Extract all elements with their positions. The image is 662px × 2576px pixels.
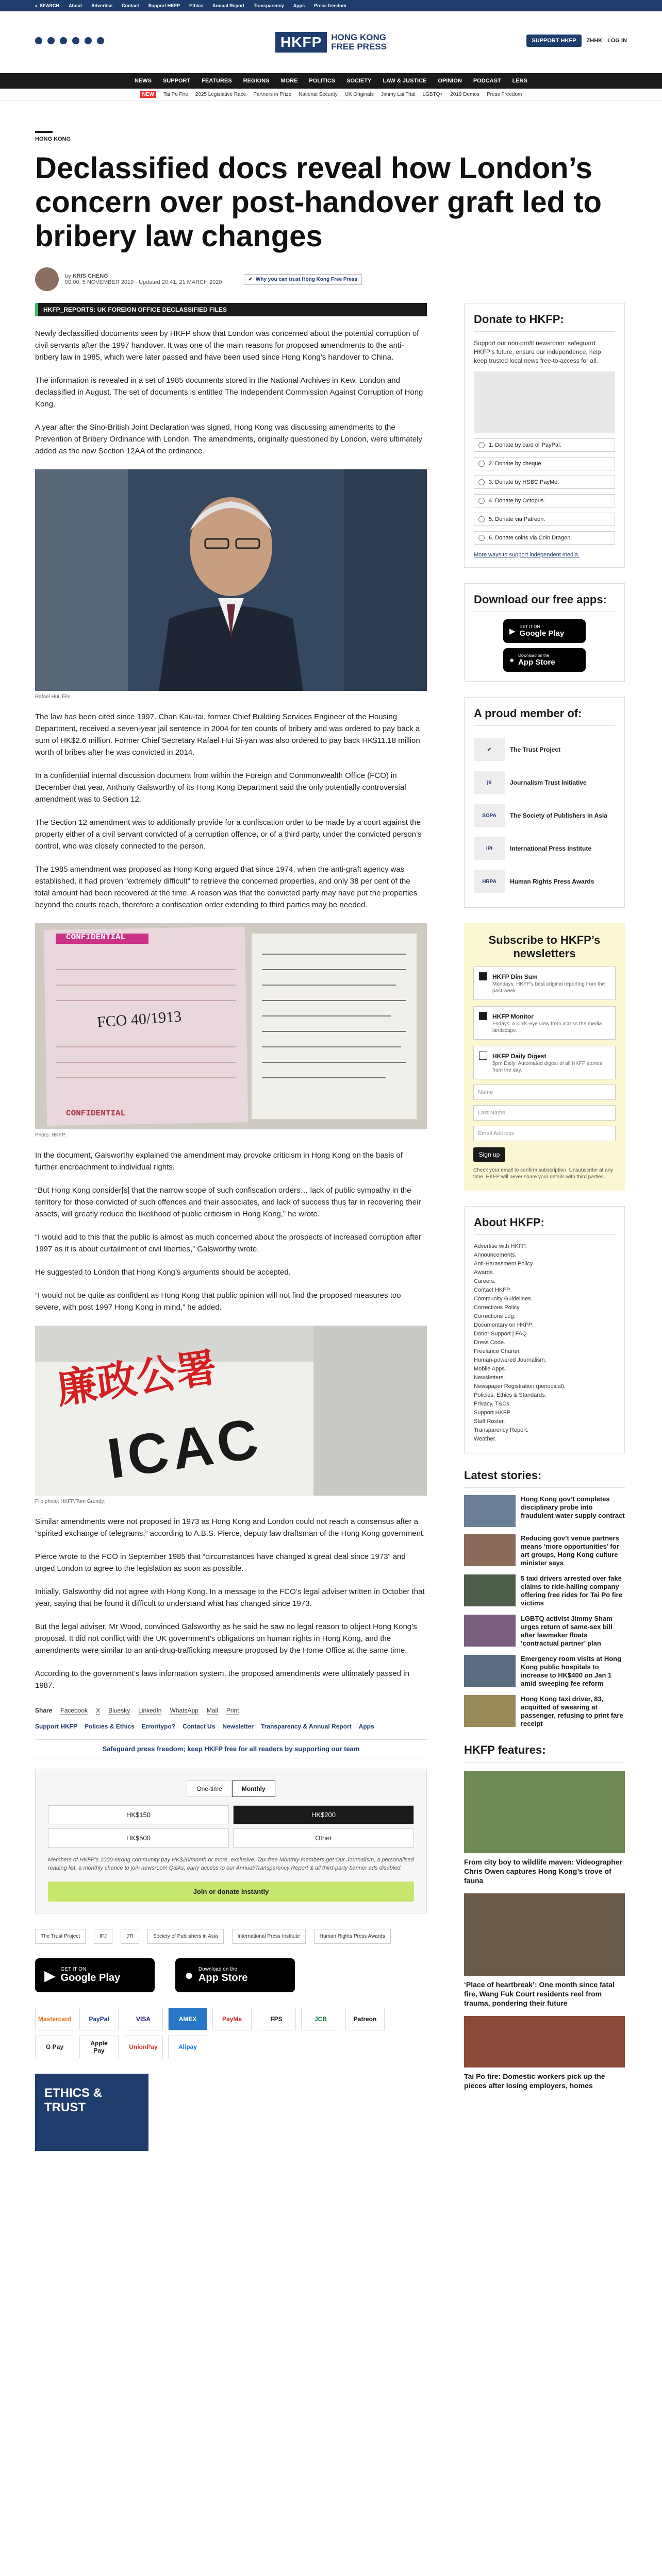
share-label: Share — [35, 1707, 53, 1714]
youtube-icon[interactable] — [72, 37, 79, 44]
checkbox-icon[interactable] — [479, 1012, 487, 1020]
payment-methods — [35, 2008, 427, 2058]
about-link[interactable]: Corrections Policy. — [474, 1304, 521, 1311]
partner-logo[interactable]: JTI — [121, 1929, 139, 1944]
monthly-option[interactable]: Monthly — [232, 1781, 275, 1797]
member-box — [464, 697, 625, 908]
about-link[interactable]: Documentary on HKFP. — [474, 1322, 533, 1328]
share-x[interactable]: X — [96, 1707, 101, 1714]
one-time-option[interactable]: One-time — [187, 1781, 231, 1797]
about-link[interactable]: Anti-Harassment Policy. — [474, 1261, 534, 1267]
member-logo[interactable]: HRPA Human Rights Press Awards — [474, 865, 615, 898]
story-thumbnail — [464, 1495, 516, 1527]
support-link[interactable]: Support HKFP — [148, 3, 180, 8]
donate-option[interactable]: 1. Donate by card or PayPal. — [474, 438, 615, 452]
amount-option[interactable]: HK$150 — [48, 1805, 229, 1824]
trust-project-icon: ✔ — [474, 738, 505, 761]
donate-option[interactable]: 2. Donate by cheque. — [474, 457, 615, 470]
trending-item[interactable]: National Security — [299, 92, 338, 97]
share-print[interactable]: Print — [226, 1707, 239, 1714]
error-link[interactable]: Error/typo? — [141, 1723, 176, 1730]
paragraph: “But Hong Kong consider[s] that the narrow scope of such confiscation orders… lack of public sympathy in the territory for those convicted of such offences and their associates, and lack of success thus far in recovering their assets, will greatly reduce the likelihood of public criticism in Hong Kong,” he wrote. — [35, 1186, 421, 1218]
radio-icon — [478, 535, 485, 541]
support-link[interactable]: Support HKFP — [35, 1723, 77, 1730]
play-icon: ▶ — [509, 627, 516, 636]
about-link[interactable]: Dress Code. — [474, 1340, 506, 1346]
new-badge: NEW — [140, 91, 156, 98]
trending-item[interactable]: Tai Po Fire — [163, 92, 188, 97]
transparency-link[interactable]: Transparency — [254, 3, 284, 8]
apple-icon: ● — [185, 1967, 193, 1983]
partner-logo[interactable]: Human Rights Press Awards — [314, 1929, 391, 1944]
story-item[interactable]: Emergency room visits at Hong Kong public hospitals to increase to HK$400 on Jan 1 amid sweeping fee reform — [464, 1655, 625, 1688]
last-name-field[interactable]: Last Name — [473, 1105, 616, 1121]
newsletter-option[interactable]: HKFP Dim Sum Mondays: HKFP’s best original reporting from the past week. — [473, 967, 616, 1000]
google-play-button[interactable]: ▶ GET IT ON Google Play — [503, 619, 586, 643]
about-link[interactable]: Policies, Ethics & Standards. — [474, 1392, 547, 1398]
about-link[interactable]: Newspaper Registration (periodical). — [474, 1383, 566, 1389]
nav-more[interactable]: MORE — [280, 78, 298, 84]
newsletter-link[interactable]: Newsletter — [222, 1723, 254, 1730]
paragraph: The 1985 amendment was proposed as Hong Kong argued that since 1974, when the anti-graft agency was established, it had proven “extremely difficult” to retrieve the concerned properties, and only 38 per cent of the total amount had been recovered at the time. A reason was that the convicted party may have put the properties beyond the courts reach, therefore a confiscation order extending to third parties may be needed. — [35, 865, 418, 909]
support-links — [35, 1723, 427, 1730]
about-link[interactable]: Newsletters. — [474, 1375, 505, 1381]
alipay-logo: Alipay — [168, 2036, 207, 2058]
search-icon: ⌕ — [35, 3, 38, 8]
feature-thumbnail — [464, 1771, 625, 1853]
nav-opinion[interactable]: OPINION — [438, 78, 462, 84]
amount-option[interactable]: HK$500 — [48, 1828, 229, 1848]
portrait-illustration — [35, 469, 427, 691]
email-field[interactable]: Email Address — [473, 1126, 616, 1141]
about-link[interactable]: Awards. — [474, 1269, 494, 1276]
mastercard-logo: Mastercard — [35, 2008, 74, 2030]
member-logo[interactable]: ✔ The Trust Project — [474, 733, 615, 766]
nav-support[interactable]: SUPPORT — [163, 78, 191, 84]
about-link[interactable]: Announcements. — [474, 1252, 517, 1258]
story-thumbnail — [464, 1534, 516, 1566]
confidential-stamp: CONFIDENTIAL — [66, 933, 126, 942]
linkedin-icon[interactable] — [85, 37, 92, 44]
file-folder-illustration — [35, 923, 427, 1129]
partner-logo[interactable]: Society of Publishers in Asia — [147, 1929, 224, 1944]
about-link[interactable]: Transparency Report. — [474, 1427, 528, 1433]
latest-stories — [464, 1469, 625, 1728]
newsletter-note: Check your email to confirm subscription. Unsubscribe at any time. HKFP will never share your details with third parties. — [473, 1167, 614, 1180]
newsletter-option[interactable]: HKFP Monitor Fridays: A birds-eye view from across the media landscape. — [473, 1006, 616, 1040]
story-item[interactable]: Hong Kong gov’t completes disciplinary probe into fraudulent water supply contract — [464, 1495, 625, 1527]
nav-politics[interactable]: POLITICS — [309, 78, 336, 84]
byline-text: by KRIS CHENG 00:00, 5 NOVEMBER 2019 · Updated 20:41, 21 MARCH 2020 — [65, 273, 222, 285]
nav-news[interactable]: NEWS — [135, 78, 152, 84]
unionpay-logo: UnionPay — [124, 2036, 163, 2058]
newsletter-box — [464, 923, 625, 1191]
about-link[interactable]: Human-powered Journalism. — [474, 1357, 547, 1363]
about-link[interactable]: Weather. — [474, 1436, 496, 1442]
trending-item[interactable]: Partners in Prize — [253, 92, 292, 97]
about-link[interactable]: Freelance Charter. — [474, 1348, 521, 1354]
features-heading: HKFP features: — [464, 1743, 625, 1762]
share-bluesky[interactable]: Bluesky — [108, 1707, 130, 1714]
signup-button[interactable]: Sign up — [473, 1147, 505, 1162]
google-play-button[interactable]: ▶ GET IT ON Google Play — [35, 1958, 155, 1992]
payme-logo: PayMe — [212, 2008, 252, 2030]
radio-icon — [478, 461, 485, 467]
latest-heading: Latest stories: — [464, 1469, 625, 1488]
about-box — [464, 1206, 625, 1453]
icac-english-sign: ICAC — [103, 1406, 266, 1491]
story-item[interactable]: LGBTQ activist Jimmy Sham urges return of same-sex bill after lawmaker floats ‘contractual partner’ plan — [464, 1615, 625, 1648]
paragraph: The Section 12 amendment was to additionally provide for a confiscation order to be made by a court against the property either of a civil servant convicted of a corruption offence, or of a third party, under the convicted person’s control, who was closely connected to the person. — [35, 818, 422, 851]
radio-icon — [478, 498, 485, 504]
applepay-logo: Apple Pay — [79, 2036, 119, 2058]
apps-link[interactable]: Apps — [293, 3, 305, 8]
story-item[interactable]: Hong Kong taxi driver, 83, acquitted of swearing at passenger, refusing to print fare receipt — [464, 1695, 625, 1728]
photo-caption: File photo: HKFP/Tom Grundy. — [35, 1499, 105, 1504]
nav-regions[interactable]: REGIONS — [243, 78, 270, 84]
paragraph: The information is revealed in a set of 1985 documents stored in the National Archives in Kew, London and declassified in August. The set of documents is entitled The Independent Commission Against Corruption of Hong Kong. — [35, 376, 423, 409]
about-link[interactable]: Advertise with HKFP. — [474, 1243, 527, 1249]
about-link[interactable]: Mobile Apps. — [474, 1366, 506, 1372]
utility-bar — [0, 0, 662, 11]
paragraph: According to the government’s laws information system, the proposed amendments were ultimately passed in 1987. — [35, 1669, 409, 1690]
about-link[interactable]: Community Guidelines. — [474, 1296, 533, 1302]
member-heading: A proud member of: — [474, 707, 615, 726]
login-link[interactable]: LOG IN — [607, 38, 627, 44]
story-item[interactable]: Reducing gov’t venue partners means ‘more opportunities’ for art groups, Hong Kong culture minister says — [464, 1534, 625, 1567]
paragraph: In the document, Galsworthy explained the amendment may provoke criticism in Hong Kong on the basis of further encroachment to individual rights. — [35, 1151, 403, 1172]
partner-logo[interactable]: IFJ — [94, 1929, 112, 1944]
article-title: Declassified docs reveal how London’s concern over post-handover graft led to bribery law changes — [35, 151, 602, 253]
trending-item[interactable]: Press Freedom — [486, 92, 522, 97]
app-store-button[interactable]: ● Download on the App Store — [503, 648, 586, 672]
story-item[interactable]: 5 taxi drivers arrested over fake claims to ride-hailing company offering free rides for Tai Po fire victims — [464, 1574, 625, 1607]
amount-option-other[interactable]: Other — [233, 1828, 414, 1848]
sidebar — [464, 303, 625, 2151]
ipi-icon: IPI — [474, 837, 505, 860]
radio-icon — [478, 479, 485, 485]
logo-mark: HKFP — [275, 32, 327, 53]
paragraph: “I would not be quite as confident as Hong Kong that public opinion will not find the proposed measures too severe, with post 1997 Hong Kong in mind,” he added. — [35, 1291, 401, 1312]
story-thumbnail — [464, 1615, 516, 1647]
about-link[interactable]: Donor Support | FAQ. — [474, 1331, 528, 1337]
about-link[interactable]: Privacy, T&Cs. — [474, 1401, 511, 1407]
feature-item[interactable]: ‘Place of heartbreak’: One month since fatal fire, Wang Fuk Court residents reel from trauma, pondering their future — [464, 1893, 625, 2008]
paragraph: A year after the Sino-British Joint Declaration was signed, Hong Kong was discussing amendments to the Prevention of Bribery Ordinance with London. The amendments, originally questioned by London, were ultimately added as the now Section 12AA of the ordinance. — [35, 423, 422, 455]
checkmark-icon: ✔ — [248, 276, 253, 282]
logo-text: HONG KONG FREE PRESS — [331, 32, 387, 52]
fps-logo: FPS — [257, 2008, 296, 2030]
about-links — [474, 1242, 615, 1444]
share-whatsapp[interactable]: WhatsApp — [170, 1707, 198, 1714]
partner-logo[interactable]: International Press Institute — [232, 1929, 306, 1944]
newsletter-heading: Subscribe to HKFP’s newsletters — [488, 934, 601, 960]
jcb-logo: JCB — [301, 2008, 340, 2030]
contact-link[interactable]: Contact — [122, 3, 139, 8]
paragraph: But the legal adviser, Mr Wood, convinced Galsworthy as he said he saw no legal reason to object Hong Kong’s proposal. It did not conflict with the UK government’s obligations on human rights in Hong Kong, and the amendments were similar to an anti-drug-trafficking measure proposed by the Home Office at the same time. — [35, 1622, 417, 1655]
main-nav — [0, 73, 662, 89]
annual-report-link[interactable]: Annual Report — [212, 3, 245, 8]
rafael-hui-photo — [35, 469, 427, 691]
donate-option[interactable]: 4. Donate by Octopus. — [474, 494, 615, 507]
paragraph: Pierce wrote to the FCO in September 1985 that “circumstances have changed a great deal since 1973” and urged London to agree to the legislation as soon as possible. — [35, 1552, 406, 1573]
trending-item[interactable]: Jimmy Lai Trial — [380, 92, 416, 97]
donate-image — [474, 371, 615, 433]
series-tag[interactable]: HKFP_REPORTS: UK FOREIGN OFFICE DECLASSIFIED FILES — [35, 303, 427, 316]
document-photo — [35, 923, 427, 1129]
feature-thumbnail — [464, 2016, 625, 2067]
visa-logo: VISA — [124, 2008, 163, 2030]
member-logo[interactable]: SOPA The Society of Publishers in Asia — [474, 799, 615, 832]
donate-option[interactable]: 3. Donate by HSBC PayMe. — [474, 476, 615, 489]
paragraph: “I would add to this that the public is almost as much concerned about the prospects of increased corruption after 1997 as it is about curtailment of civil liberties,” Galsworthy wrote. — [35, 1233, 421, 1253]
feature-item[interactable]: From city boy to wildlife maven: Videographer Chris Owen captures Hong Kong’s trove of fauna — [464, 1771, 625, 1885]
apps-link[interactable]: Apps — [358, 1723, 374, 1730]
icac-photo — [35, 1326, 427, 1496]
paypal-logo: PayPal — [79, 2008, 119, 2030]
author-name[interactable]: KRIS CHENG — [72, 273, 108, 279]
press-freedom-link[interactable]: Press freedom — [314, 3, 346, 8]
nav-society[interactable]: SOCIETY — [346, 78, 372, 84]
donate-option[interactable]: 5. Donate via Patreon. — [474, 513, 615, 526]
member-logo[interactable]: jti Journalism Trust Initiative — [474, 766, 615, 799]
icac-chinese-sign: 廉政公署 — [54, 1344, 220, 1412]
contact-link[interactable]: Contact Us — [183, 1723, 216, 1730]
sopa-icon: SOPA — [474, 804, 505, 827]
jti-icon: jti — [474, 771, 505, 794]
nav-podcast[interactable]: PODCAST — [473, 78, 501, 84]
author-avatar — [35, 267, 59, 291]
member-perks: Members of HKFP’s 1000-strong community pay HK$20/month or more, exclusive. Tax-free Monthly members get Our Journalism, a personalised reading list, a monthly chance to join newsroom Q&As, early access to our Annual/Transparency Report & all third-party banner ads disabled. — [48, 1857, 414, 1871]
amount-option-selected[interactable]: HK$200 — [233, 1805, 414, 1824]
story-thumbnail — [464, 1655, 516, 1687]
threads-icon[interactable] — [97, 37, 104, 44]
confidential-stamp-bottom: CONFIDENTIAL — [66, 1109, 126, 1118]
share-facebook[interactable]: Facebook — [60, 1707, 88, 1714]
checkbox-icon[interactable] — [479, 1052, 487, 1060]
member-logo[interactable]: IPI International Press Institute — [474, 832, 615, 865]
trust-link[interactable]: ✔ Why you can trust Hong Kong Free Press — [244, 274, 362, 285]
story-thumbnail — [464, 1574, 516, 1606]
trending-item[interactable]: 2025 Legislative Race — [195, 92, 246, 97]
article-dates: 00:00, 5 NOVEMBER 2019 · Updated 20:41, 21 MARCH 2020 — [65, 279, 222, 285]
more-ways-link[interactable]: More ways to support independent media. — [474, 552, 580, 558]
nav-lens[interactable]: LENS — [512, 78, 527, 84]
file-reference: FCO 40/1913 — [96, 1008, 183, 1031]
donate-blurb[interactable]: Support our non-profit newsroom: safeguard HKFP’s future, ensure our independence, help keep trusted local news free-to-access for all. — [474, 340, 601, 364]
story-thumbnail — [464, 1695, 516, 1727]
about-heading: About HKFP: — [474, 1216, 615, 1235]
feature-item[interactable]: Tai Po fire: Domestic workers pick up the pieces after losing employers, homes — [464, 2016, 625, 2090]
about-link[interactable]: Support HKFP. — [474, 1410, 511, 1416]
donate-box — [464, 303, 625, 568]
ethics-link[interactable]: Ethics — [189, 3, 204, 8]
trending-bar — [0, 89, 662, 101]
masthead — [0, 11, 662, 73]
paragraph: Similar amendments were not proposed in 1973 as Hong Kong and London could not reach a consensus after a “spirited exchange of telegrams,” according to A.B.S. Pierce, deputy law draftsman of the Hong Kong government. — [35, 1517, 425, 1538]
frequency-toggle — [48, 1781, 414, 1797]
policies-link[interactable]: Policies & Ethics — [85, 1723, 135, 1730]
checkbox-icon[interactable] — [479, 972, 487, 980]
donation-widget — [35, 1769, 427, 1913]
share-bar — [35, 1707, 427, 1715]
trending-item[interactable]: LGBTQ+ — [422, 92, 443, 97]
x-icon[interactable] — [47, 37, 55, 44]
partner-logo[interactable]: The Trust Project — [35, 1929, 86, 1944]
paragraph: Initially, Galsworthy did not agree with Hong Kong. In a message to the FCO’s legal adviser written in October that year, saying that he found it difficult to understand what has changed since 1973. — [35, 1587, 425, 1608]
about-link[interactable]: Contact HKFP. — [474, 1287, 511, 1293]
feature-thumbnail — [464, 1893, 625, 1976]
support-hkfp-button[interactable]: SUPPORT HKFP — [526, 35, 581, 47]
donate-option[interactable]: 6. Donate coins via Coin Dragon. — [474, 531, 615, 545]
social-icons — [35, 37, 104, 44]
hrpa-icon: HRPA — [474, 870, 505, 893]
paragraph: Newly declassified documents seen by HKFP show that London was concerned about the potential corruption of civil servants after the 1997 handover. It was one of the main reasons for proposed amendments to the anti-bribery law in 1985, which were later passed and have been used since Hong Kong’s handover to China. — [35, 329, 419, 362]
facebook-icon[interactable] — [35, 37, 42, 44]
language-switch[interactable]: ZHHK — [586, 38, 603, 44]
patreon-logo: Patreon — [345, 2008, 385, 2030]
nav-law[interactable]: LAW & JUSTICE — [383, 78, 427, 84]
paragraph: In a confidential internal discussion document from within the Foreign and Commonwealth Office (FCO) in December that year, Anthony Galsworthy of its Hong Kong Department said the only potentially controversial amendment was to Section 12. — [35, 771, 406, 804]
transparency-link[interactable]: Transparency & Annual Report — [261, 1723, 352, 1730]
article-kicker[interactable]: HONG KONG — [35, 131, 53, 142]
masthead-actions — [526, 35, 627, 47]
radio-icon — [478, 442, 485, 448]
ethics-banner[interactable]: ETHICS & TRUST — [35, 2074, 148, 2151]
app-store-row — [35, 1958, 427, 1992]
photo-caption: Rafael Hui. File. — [35, 694, 72, 700]
apps-heading: Download our free apps: — [474, 593, 615, 612]
play-icon: ▶ — [44, 1967, 56, 1984]
radio-icon — [478, 516, 485, 522]
partner-logos — [35, 1929, 427, 1944]
photo-caption: Photo: HKFP. — [35, 1132, 66, 1138]
about-link[interactable]: Careers. — [474, 1278, 496, 1284]
newsletter-option[interactable]: HKFP Daily Digest 5pm Daily: Automated digest of all HKFP stories from the day. — [473, 1046, 616, 1079]
features-box — [464, 1743, 625, 2090]
donate-heading: Donate to HKFP: — [474, 313, 615, 332]
share-mail[interactable]: Mail — [206, 1707, 218, 1714]
byline — [35, 265, 627, 294]
search-link[interactable]: ⌕ SEARCH — [35, 3, 60, 8]
gpay-logo: G Pay — [35, 2036, 74, 2058]
advertise-link[interactable]: Advertise — [91, 3, 113, 8]
paragraph: He suggested to London that Hong Kong’s arguments should be accepted. — [35, 1268, 291, 1277]
article-body — [35, 303, 427, 2151]
about-link[interactable]: Staff Roster. — [474, 1418, 505, 1425]
apple-icon: ● — [509, 655, 515, 665]
name-field[interactable]: Name — [473, 1084, 616, 1100]
nav-features[interactable]: FEATURES — [202, 78, 232, 84]
instagram-icon[interactable] — [60, 37, 67, 44]
trending-item[interactable]: UK Originals — [344, 92, 374, 97]
join-button[interactable]: Join or donate instantly — [48, 1882, 414, 1902]
about-link[interactable]: Corrections Log. — [474, 1313, 516, 1319]
apps-box — [464, 583, 625, 682]
site-logo[interactable] — [275, 32, 387, 53]
about-link[interactable]: About — [69, 3, 82, 8]
trending-item[interactable]: 2019 Demos — [450, 92, 479, 97]
share-linkedin[interactable]: LinkedIn — [138, 1707, 162, 1714]
amount-options — [48, 1805, 414, 1848]
paragraph: The law has been cited since 1997. Chan Kau-tai, former Chief Building Services Engineer of the Housing Department, received a seven-year jail sentence in 2004 for ten counts of bribery and was ordered to pay back a sum of HK$2.6 million. Former Chief Secretary Rafael Hui Si-yan was also ordered to pay back HK$11.18 million worth of bribes after he was convicted in 2014. — [35, 713, 420, 757]
safeguard-banner[interactable]: Safeguard press freedom; keep HKFP free for all readers by supporting our team — [35, 1739, 427, 1758]
amex-logo: AMEX — [168, 2008, 207, 2030]
app-store-button[interactable]: ● Download on the App Store — [175, 1958, 295, 1992]
